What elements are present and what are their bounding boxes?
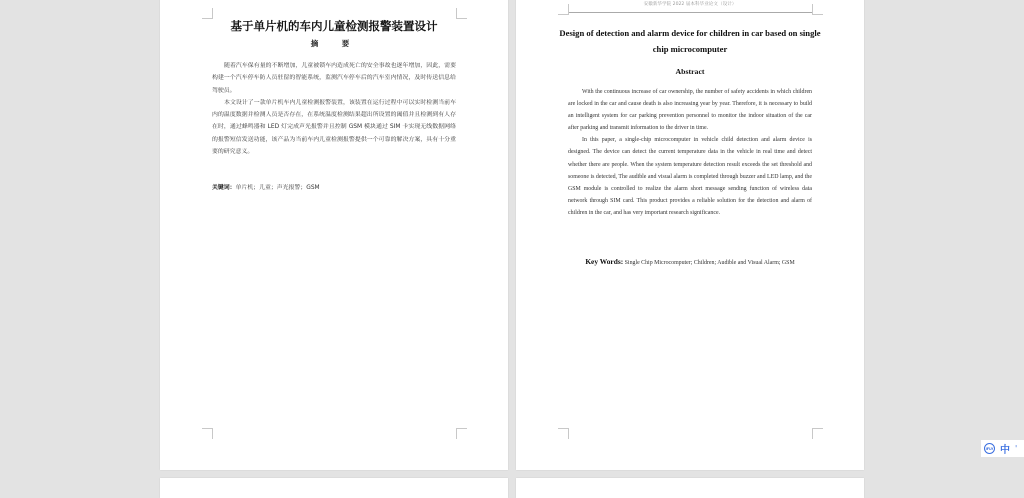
punctuation-toggle[interactable]: ' — [1015, 444, 1018, 453]
keywords-line — [568, 256, 812, 270]
margin-mark-bottom-left — [202, 428, 213, 439]
section-heading: Abstract — [675, 67, 705, 76]
keywords-value: Single Chip Microcomputer; Children; Audible and Visual Alarm; GSM — [624, 260, 795, 266]
abstract-paragraph: 本文设计了一款单片机车内儿童检测报警装置，该装置在运行过程中可以实时检测当前车内的温度数据并检测人员是否存在，在系统温度检测结果超出所设置的阈值并且检测到有人存在时，通过蜂鸣器和 LED 灯完成声光报警并且控制 GSM 模块通过 SIM 卡实现无线数据网络的报警短信发送功能，该产品为当前车内儿童检测报警提供一个可靠的解决方案，具有十分重要的研究意义。 — [212, 99, 456, 156]
document-page-english-abstract — [516, 0, 864, 470]
margin-mark-bottom-right — [456, 428, 467, 439]
margin-mark-bottom-left — [558, 428, 569, 439]
document-page-next-right — [516, 478, 864, 498]
keywords-value: 单片机；儿童；声光报警；GSM — [235, 185, 320, 191]
keywords-label: 关键词： — [212, 185, 236, 191]
language-toggle[interactable]: 中 — [1000, 445, 1010, 456]
header-rule — [568, 12, 812, 13]
page-title: Design of detection and alarm device for children in car based on single chip microcomputer — [559, 28, 821, 54]
keywords-label: Key Words: — [585, 257, 624, 266]
abstract-paragraph: 随着汽车保有量的不断增加，儿童被锁车内造成死亡的安全事故也逐年增加，因此，需要构建一个汽车停车防人员驻留的智能系统，监测汽车停车后的汽车室内情况，及时传送信息给驾驶员。 — [212, 63, 456, 94]
ifly-logo-icon[interactable]: iFLY — [984, 443, 995, 454]
input-method-widget[interactable] — [981, 440, 1024, 457]
margin-mark-bottom-right — [812, 428, 823, 439]
keywords-line — [212, 182, 320, 191]
section-heading: 摘 要 — [310, 39, 358, 48]
document-page-next-left — [160, 478, 508, 498]
page-title: 基于单片机的车内儿童检测报警装置设计 — [230, 19, 438, 33]
abstract-paragraph: With the continuous increase of car ownership, the number of safety accidents in which children are locked in the car and cause death is also increasing year by year. Therefore, it is necessary to build an intelligent system for car parking prevention personnel to monitor the indoor situation of the car after parking and transmit information to the driver in time. — [568, 89, 812, 132]
margin-mark-top-left — [558, 4, 569, 15]
abstract-body — [212, 60, 456, 158]
abstract-paragraph: In this paper, a single-chip microcomputer in vehicle child detection and alarm device is designed. The device can detect the current temperature data in the vehicle in real time and detect whether there are people. When the system temperature detection result exceeds the set threshold and someone is detected, The audible and visual alarm is completed through buzzer and LED lamp, and the GSM module is controlled to realize the alarm short message sending function of wireless data network through SIM card. This product provides a reliable solution for the detection and alarm of children in the car, and has very important research significance. — [568, 137, 812, 216]
margin-mark-top-right — [812, 4, 823, 15]
running-header: 安徽新华学院 2022 届本科毕业论文（设计） — [643, 2, 737, 7]
document-page-chinese-abstract — [160, 0, 508, 470]
abstract-body — [568, 86, 812, 219]
